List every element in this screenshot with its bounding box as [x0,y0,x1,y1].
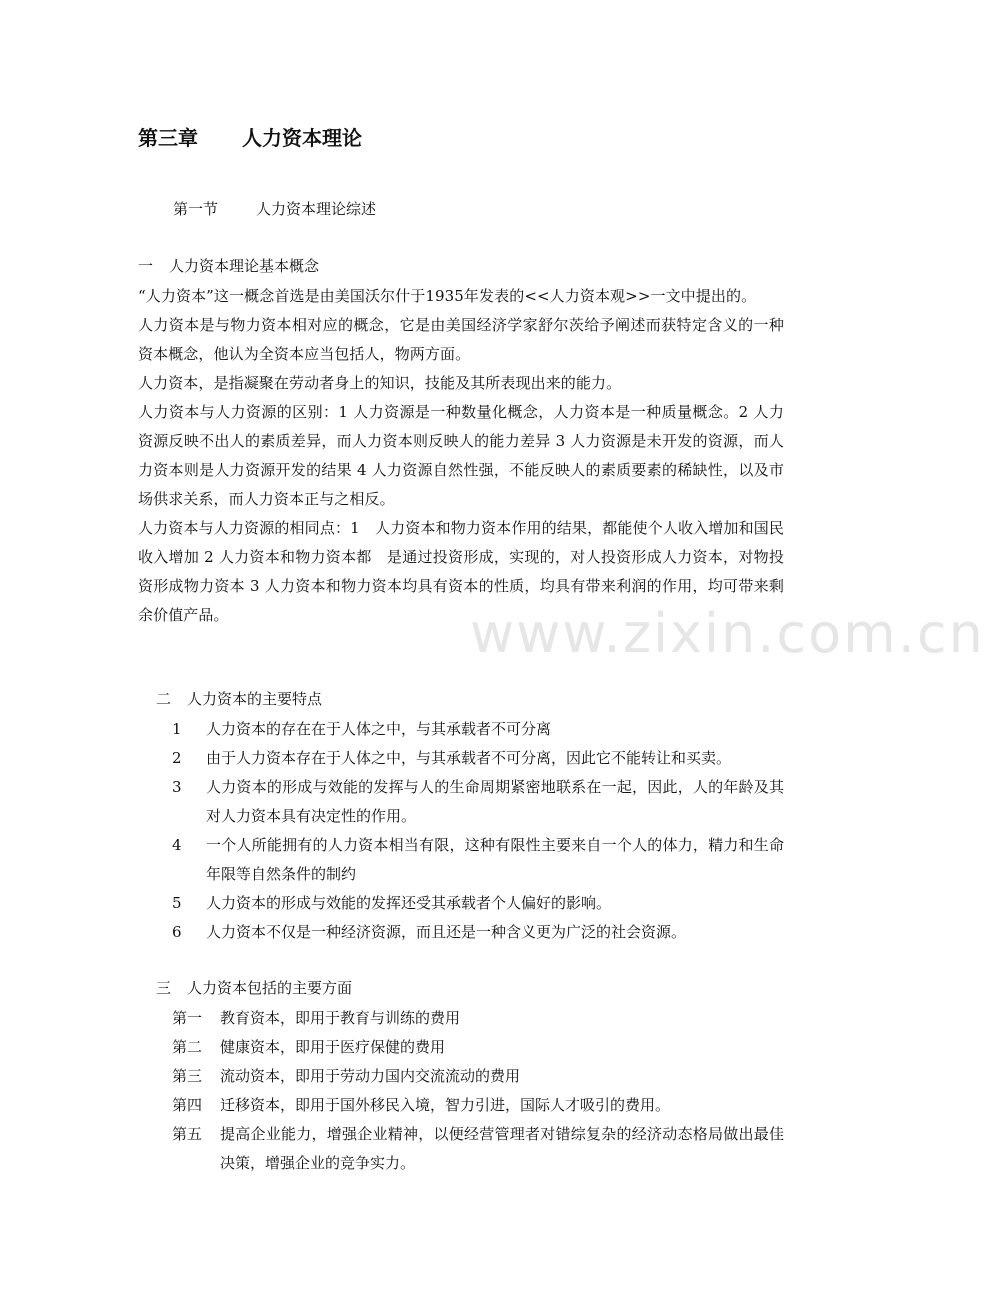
section-name: 人力资本理论综述 [256,200,377,218]
part3-heading-number: 三 [156,979,172,997]
paragraph: 人力资本，是指凝聚在劳动者身上的知识，技能及其所表现出来的能力。 [138,374,622,392]
paragraph: “人力资本”这一概念首选是由美国沃尔什于1935年发表的<<人力资本观>>一文中提出的。 [138,287,757,305]
paragraph: 人力资本与人力资源的区别：1 人力资源是一种数量化概念，人力资本是一种质量概念。2 人力资源反映不出人的素质差异，而人力资本则反映人的能力差异 3 人力资源是未开发的资源，而人力资本则是人力资源开发的结果 4 人力资源自然性强，不能反映人的素质要素的稀缺性，以及市场供求关系，而人力资本正与之相反。 [138,403,784,508]
list-item [172,773,800,831]
list-item-number: 5 [172,894,182,912]
list-item-label: 第五 [172,1125,203,1143]
part3-list [172,1004,784,1178]
list-item [172,1062,784,1091]
list-item [172,1033,784,1062]
list-item-label: 第一 [172,1009,203,1027]
list-item-text: 人力资本的形成与效能的发挥还受其承载者个人偏好的影响。 [206,894,612,912]
part2-heading-text: 人力资本的主要特点 [187,690,323,708]
paragraph: 人力资本是与物力资本相对应的概念，它是由美国经济学家舒尔茨给予阐述而获特定含义的一种资本概念，他认为全资本应当包括人，物两方面。 [138,316,784,363]
list-item [172,1120,784,1178]
list-item-label: 第三 [172,1067,203,1085]
list-item [172,715,784,744]
list-item [172,1004,784,1033]
list-item [172,831,784,889]
list-item-text: 人力资本不仅是一种经济资源，而且还是一种含义更为广泛的社会资源。 [206,923,687,941]
list-item-number: 4 [172,836,182,854]
list-item-text: 流动资本，即用于劳动力国内交流流动的费用 [220,1067,521,1085]
part3-heading-text: 人力资本包括的主要方面 [187,979,353,997]
part2-heading [156,688,322,709]
section-title [173,198,376,219]
list-item-text: 人力资本的存在在于人体之中，与其承载者不可分离 [206,720,552,738]
list-item-text: 提高企业能力，增强企业精神，以便经营管理者对错综复杂的经济动态格局做出最佳决策，增强企业的竞争实力。 [220,1125,784,1172]
list-item [172,918,784,947]
part2-list [172,715,800,947]
list-item-label: 第四 [172,1096,203,1114]
list-item-text: 迁移资本，即用于国外移民入境，智力引进，国际人才吸引的费用。 [220,1096,671,1114]
watermark: www.zixin.com.cn [470,602,985,665]
list-item-text: 健康资本，即用于医疗保健的费用 [220,1038,446,1056]
list-item-text: 教育资本，即用于教育与训练的费用 [220,1009,461,1027]
list-item [172,1091,784,1120]
list-item-number: 2 [172,749,182,767]
list-item-text: 一个人所能拥有的人力资本相当有限，这种有限性主要来自一个人的体力，精力和生命年限等自然条件的制约 [206,836,784,883]
part1-body [138,282,784,630]
part1-heading-text: 人力资本理论基本概念 [169,257,320,275]
paragraph: 人力资本与人力资源的相同点：1 人力资本和物力资本作用的结果，都能使个人收入增加和国民收入增加 2 人力资本和物力资本都 是通过投资形成，实现的，对人投资形成人力资本，对物投资形成物力资本 3 人力资本和物力资本均具有资本的性质，均具有带来利润的作用，均可带来剩余价值产品。 [138,519,784,624]
part2-heading-number: 二 [156,690,172,708]
section-number: 第一节 [173,200,219,218]
list-item-number: 3 [172,778,182,796]
list-item [172,744,784,773]
chapter-number: 第三章 [138,126,198,150]
list-item [172,889,784,918]
list-item-number: 1 [172,720,182,738]
list-item-text: 由于人力资本存在于人体之中，与其承载者不可分离，因此它不能转让和买卖。 [206,749,732,767]
chapter-name: 人力资本理论 [242,126,362,150]
part1-heading [138,255,319,276]
chapter-title [138,122,362,151]
part1-heading-number: 一 [138,257,154,275]
list-item-label: 第二 [172,1038,203,1056]
list-item-number: 6 [172,923,182,941]
list-item-text: 人力资本的形成与效能的发挥与人的生命周期紧密地联系在一起，因此，人的年龄及其 对人力资本具有决定性的作用。 [206,778,800,825]
part3-heading [156,977,352,998]
